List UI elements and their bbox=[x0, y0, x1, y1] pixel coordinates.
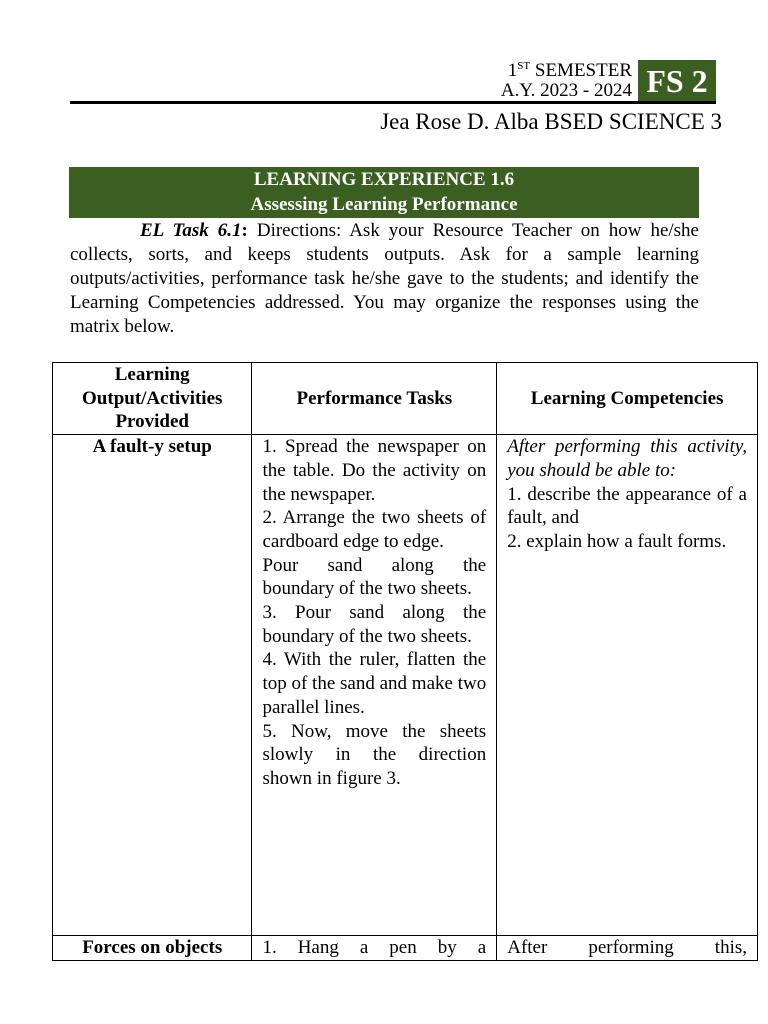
academic-year: A.Y. 2023 - 2024 bbox=[500, 80, 632, 101]
table-row bbox=[53, 936, 758, 961]
task-step: 1. Spread the newspaper on the table. Do the activity on the newspaper. bbox=[262, 436, 487, 505]
semester-word: SEMESTER bbox=[530, 60, 632, 81]
semester-number: 1 bbox=[507, 60, 518, 81]
task-step: Pour sand along the boundary of the two sheets. bbox=[262, 554, 487, 600]
learning-output-cell: A fault-y setup bbox=[53, 435, 252, 936]
task-step: 4. With the ruler, flatten the top of the sand and make two parallel lines. bbox=[262, 649, 487, 718]
learning-competencies-cell bbox=[497, 435, 758, 936]
directions-paragraph bbox=[70, 219, 699, 339]
header-performance-tasks: Performance Tasks bbox=[252, 363, 497, 435]
task-label: EL Task 6.1 bbox=[140, 220, 242, 241]
task-colon: : bbox=[241, 220, 248, 241]
learning-output-cell: Forces on objects bbox=[53, 936, 252, 961]
learning-experience-banner bbox=[69, 167, 699, 218]
course-badge: FS 2 bbox=[638, 60, 716, 102]
task-step: 5. Now, move the sheets slowly in the direction shown in figure 3. bbox=[262, 720, 487, 789]
response-matrix bbox=[52, 362, 758, 961]
header-row bbox=[53, 363, 758, 435]
header-divider bbox=[70, 101, 716, 104]
performance-tasks-cell bbox=[252, 435, 497, 936]
banner-title: LEARNING EXPERIENCE 1.6 bbox=[253, 169, 515, 190]
competency-intro: After performing this activity, you should be able to: bbox=[507, 436, 747, 481]
task-step: 1. Hang a pen by a bbox=[262, 937, 487, 959]
competency-intro: After performing this, bbox=[507, 937, 747, 959]
banner-subtitle: Assessing Learning Performance bbox=[250, 194, 518, 215]
task-step: 2. Arrange the two sheets of cardboard edge to edge. bbox=[262, 507, 487, 552]
learning-competencies-cell bbox=[497, 936, 758, 961]
competency-item: 1. describe the appearance of a fault, and bbox=[507, 483, 747, 529]
semester-label bbox=[508, 55, 632, 82]
student-name: Jea Rose D. Alba BSED SCIENCE 3 bbox=[380, 109, 722, 134]
performance-tasks-cell bbox=[252, 936, 497, 961]
header-learning-output: Learning Output/Activities Provided bbox=[53, 363, 252, 435]
task-step: 3. Pour sand along the boundary of the two sheets. bbox=[262, 602, 487, 647]
header-learning-competencies: Learning Competencies bbox=[497, 363, 758, 435]
table-row bbox=[53, 435, 758, 936]
semester-ordinal: ST bbox=[517, 60, 531, 72]
competency-item: 2. explain how a fault forms. bbox=[507, 530, 727, 552]
directions-text: Directions: Ask your Resource Teacher on how he/she collects, sorts, and keeps students outputs. Ask for a sample learning outputs/activities, performance task he/she gave to the students; and identify the Learning Competencies addressed. You may organize the responses using the matrix below. bbox=[70, 220, 699, 337]
